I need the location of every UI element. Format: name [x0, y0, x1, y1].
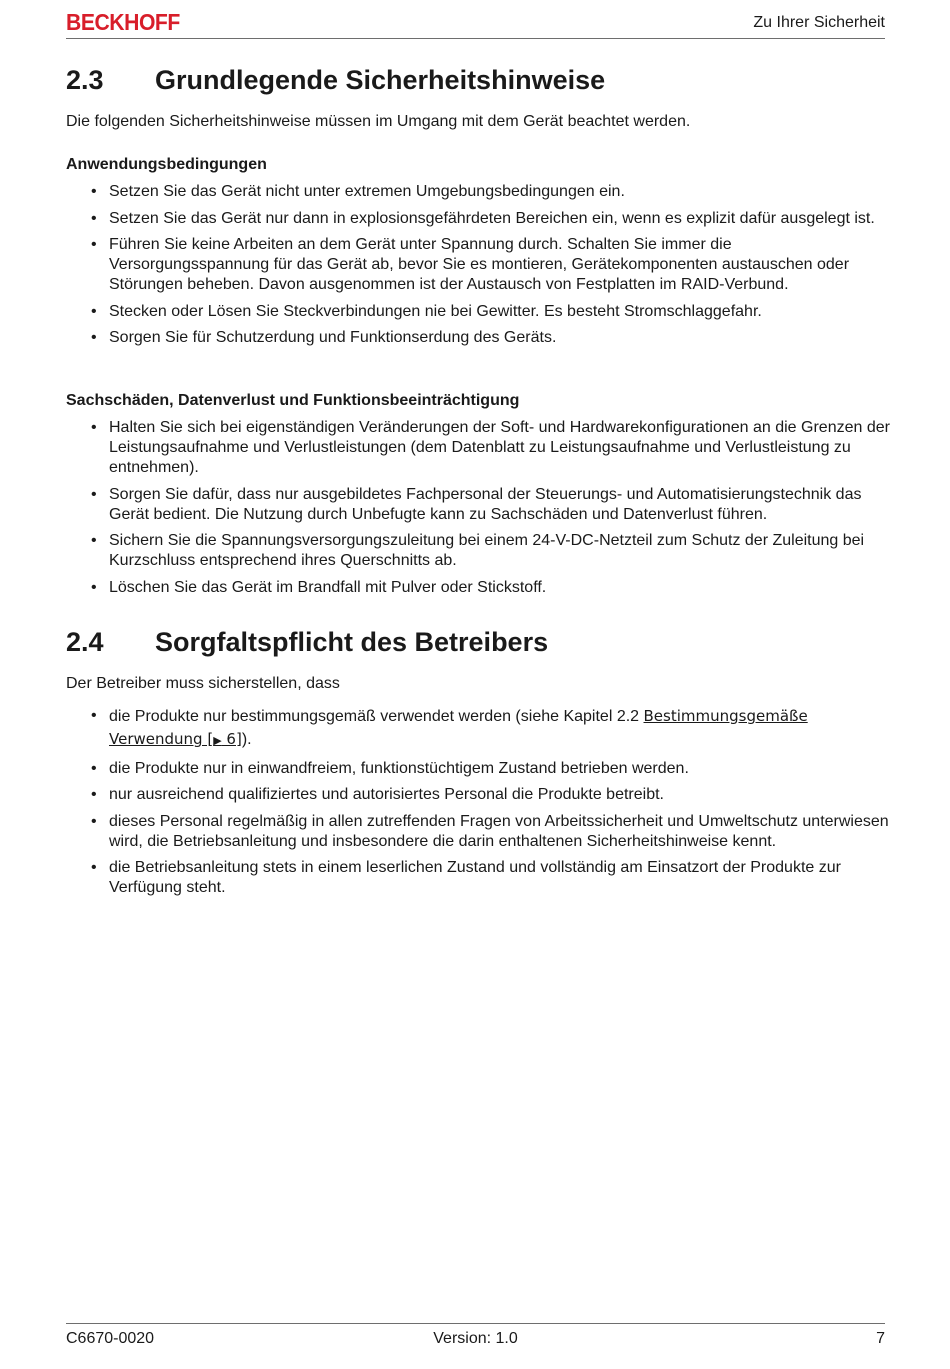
- document-version: Version: 1.0: [433, 1330, 518, 1347]
- link-page-number: 6]: [221, 730, 242, 748]
- list-item: • die Produkte nur in einwandfreiem, funktionstüchtigem Zustand betrieben werden.: [66, 759, 891, 779]
- section-number: 2.3: [66, 65, 104, 95]
- list-item-with-link: [66, 705, 891, 752]
- list-item: • Löschen Sie das Gerät im Brandfall mit Pulver oder Stickstoff.: [66, 578, 891, 598]
- list-item: • die Betriebsanleitung stets in einem leserlichen Zustand und vollständig am Einsatzort der Produkte zur Verfügung steht.: [66, 858, 891, 898]
- page-number: 7: [876, 1330, 885, 1347]
- list-item-text: die Produkte nur bestimmungsgemäß verwendet werden (siehe Kapitel 2.2: [109, 708, 644, 725]
- section-title: Sorgfaltspflicht des Betreibers: [155, 627, 549, 657]
- list-item: • Setzen Sie das Gerät nur dann in explosionsgefährdeten Bereichen ein, wenn es explizit dafür ausgelegt ist.: [66, 209, 891, 229]
- header-chapter-title: Zu Ihrer Sicherheit: [753, 14, 885, 31]
- list-item: • Halten Sie sich bei eigenständigen Veränderungen der Soft- und Hardwarekonfigurationen an die Grenzen der Leistungsaufnahme und Verlustleistungen (dem Datenblatt zu Leistungsaufnahme und Verlustleistung zu entnehmen).: [66, 418, 891, 478]
- link-text: Bestimmungsgemäße Verwendung [: [109, 707, 808, 748]
- subheading-sachschaeden: Sachschäden, Datenverlust und Funktionsbeeinträchtigung: [66, 392, 520, 409]
- list-item: • nur ausreichend qualifiziertes und autorisiertes Personal die Produkte betreibt.: [66, 785, 891, 805]
- list-item-text: ).: [241, 731, 252, 748]
- page-header: [66, 8, 885, 39]
- beckhoff-logo: BECKHOFF: [66, 9, 180, 35]
- list-item: • Sorgen Sie für Schutzerdung und Funktionserdung des Geräts.: [66, 328, 891, 348]
- section-intro: Der Betreiber muss sicherstellen, dass: [66, 675, 340, 692]
- subheading-anwendungsbedingungen: Anwendungsbedingungen: [66, 156, 267, 173]
- bullet-list-betreiber: [66, 705, 891, 905]
- section-title: Grundlegende Sicherheitshinweise: [155, 65, 606, 95]
- list-item: • Sorgen Sie dafür, dass nur ausgebildetes Fachpersonal der Steuerungs- und Automatisierungstechnik das Gerät bedient. Die Nutzung durch Unbefugte kann zu Sachschäden und Datenverlust führen.: [66, 485, 891, 525]
- list-item: • dieses Personal regelmäßig in allen zutreffenden Fragen von Arbeitssicherheit und Umweltschutz unterwiesen wird, die Betriebsanleitung und insbesondere die darin enthaltenen Sicherheitshinweise kennt.: [66, 812, 891, 852]
- bullet-list-anwendungsbedingungen: [66, 182, 891, 355]
- page-footer: [66, 1323, 885, 1354]
- document-id: C6670-0020: [66, 1330, 155, 1347]
- section-number: 2.4: [66, 627, 104, 657]
- section-heading-2-3: [66, 65, 605, 96]
- list-item: • Setzen Sie das Gerät nicht unter extremen Umgebungsbedingungen ein.: [66, 182, 891, 202]
- arrow-right-icon: ▶: [213, 734, 222, 747]
- section-intro: Die folgenden Sicherheitshinweise müssen im Umgang mit dem Gerät beachtet werden.: [66, 113, 691, 130]
- list-item: • Führen Sie keine Arbeiten an dem Gerät unter Spannung durch. Schalten Sie immer die Versorgungsspannung für das Gerät ab, bevor Sie es montieren, Gerätekomponenten austauschen oder Störungen beheben. Davon ausgenommen ist der Austausch von Festplatten im RAID-Verbund.: [66, 235, 891, 295]
- bullet-list-sachschaeden: [66, 418, 891, 604]
- list-item: • Stecken oder Lösen Sie Steckverbindungen nie bei Gewitter. Es besteht Stromschlaggefahr.: [66, 302, 891, 322]
- list-item: • Sichern Sie die Spannungsversorgungszuleitung bei einem 24-V-DC-Netzteil zum Schutz der Zuleitung bei Kurzschluss entsprechend ihres Querschnitts ab.: [66, 531, 891, 571]
- section-heading-2-4: [66, 627, 548, 658]
